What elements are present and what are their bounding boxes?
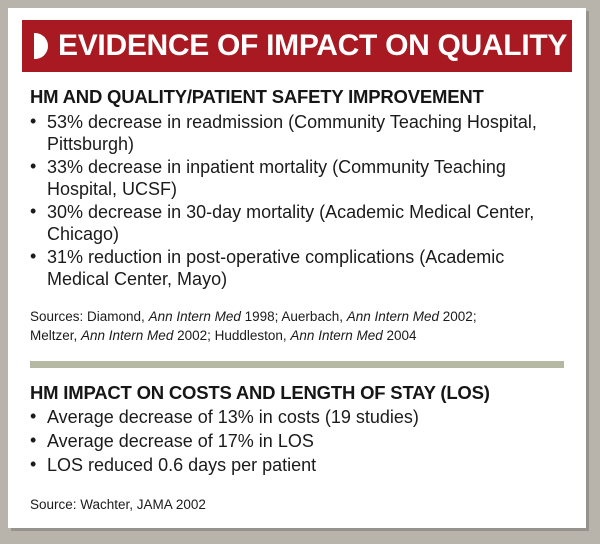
source-citation xyxy=(30,497,564,512)
sources-text: Meltzer, xyxy=(30,327,82,343)
sources-line-2 xyxy=(30,326,564,345)
list-item: • 30% decrease in 30-day mortality (Academic Medical Center, Chicago) xyxy=(30,202,564,246)
slide-card xyxy=(8,8,586,528)
list-item: • Average decrease of 17% in LOS xyxy=(30,431,564,453)
journal-name: Ann Intern Med xyxy=(81,327,174,343)
section-heading: HM IMPACT ON COSTS AND LENGTH OF STAY (LOS) xyxy=(30,381,490,403)
sources-text: 2002; Huddleston, xyxy=(173,327,291,343)
sources-text: 2004 xyxy=(382,327,417,343)
sources-text: 2002 xyxy=(172,496,206,512)
section-divider xyxy=(30,361,564,368)
page-title: EVIDENCE OF IMPACT ON QUALITY xyxy=(58,29,568,62)
list-item: • 53% decrease in readmission (Community Teaching Hospital, Pittsburgh) xyxy=(30,112,564,156)
bullet-list xyxy=(30,112,564,291)
journal-name: JAMA xyxy=(136,496,173,512)
list-item: • LOS reduced 0.6 days per patient xyxy=(30,455,564,477)
journal-name: Ann Intern Med xyxy=(290,327,383,343)
section-quality-improvement xyxy=(30,86,564,345)
list-item: • 33% decrease in inpatient mortality (Community Teaching Hospital, UCSF) xyxy=(30,157,564,201)
sources-text: Source: Wachter, xyxy=(30,496,137,512)
slide-title-bar xyxy=(22,20,572,72)
list-item: • 31% reduction in post-operative complications (Academic Medical Center, Mayo) xyxy=(30,247,564,291)
slide-content xyxy=(8,72,586,512)
section-heading: HM AND QUALITY/PATIENT SAFETY IMPROVEMENT xyxy=(30,86,484,107)
journal-name: Ann Intern Med xyxy=(148,308,241,324)
bullet-list xyxy=(30,407,564,477)
title-marker-icon xyxy=(34,33,48,59)
sources-text: 2002; xyxy=(439,308,477,324)
journal-name: Ann Intern Med xyxy=(346,308,440,324)
sources-citation xyxy=(30,307,564,345)
sources-text: 1998; Auerbach, xyxy=(240,308,347,324)
section-costs-los xyxy=(30,382,564,512)
sources-line-1 xyxy=(30,307,564,326)
list-item: • Average decrease of 13% in costs (19 studies) xyxy=(30,407,564,429)
sources-text: Sources: Diamond, xyxy=(30,308,149,324)
